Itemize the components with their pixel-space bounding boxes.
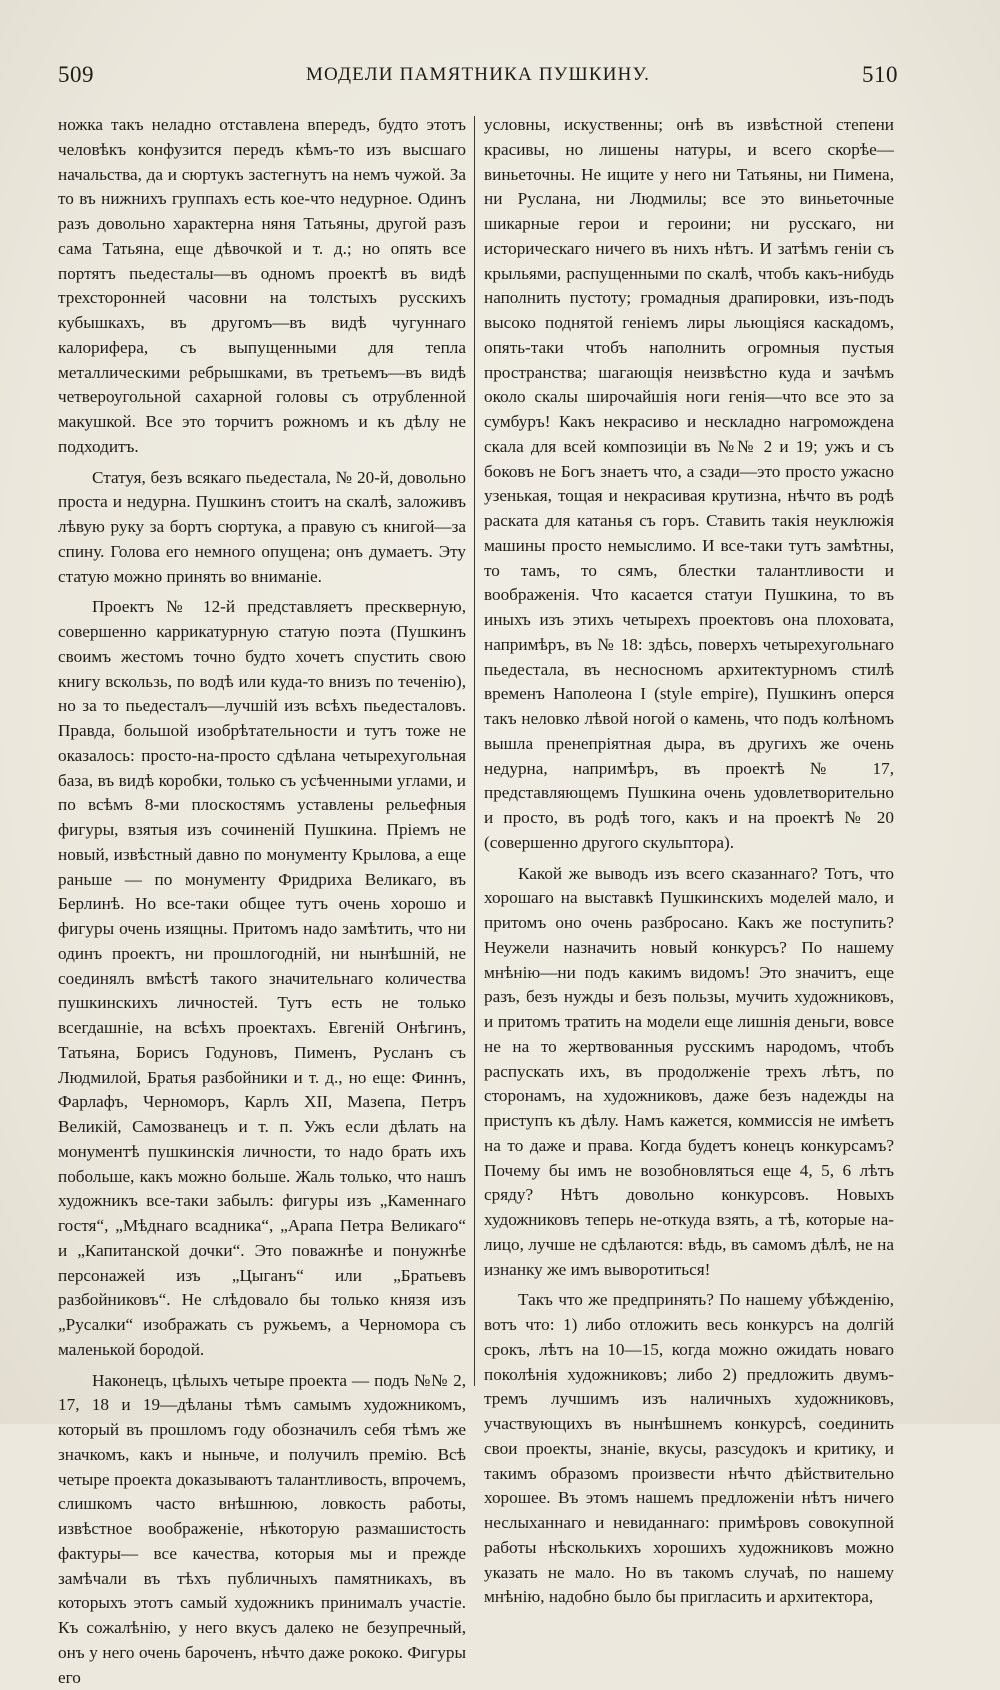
column-divider (474, 116, 475, 1386)
paragraph: Статуя, безъ всякаго пьедестала, № 20-й, довольно проста и недурна. Пушкинъ стоитъ на скалѣ, заложивъ лѣвую руку за бортъ сюртука, а правую съ книгой—за спину. Голова его немного опущена; онъ думаетъ. Эту статую можно принять во вниманіе. (58, 466, 466, 590)
paragraph: условны, искуственны; онѣ въ извѣстной степени красивы, но лишены натуры, и всего скорѣе—виньеточны. Не ищите у него ни Татьяны, ни Пимена, ни Руслана, ни Людмилы; все это виньеточные шикарные герои и героини; ни русскаго, ни историческаго ничего въ нихъ нѣтъ. И затѣмъ геніи съ крыльями, распущенными по скалѣ, чтобъ какъ-нибудь наполнить пустоту; громадныя драпировки, изъ-подъ высоко поднятой геніемъ лиры льющіяся каскадомъ, опять-таки чтобъ наполнить огромныя пустыя пространства; шагающія неизвѣстно куда и зачѣмъ около скалы широчайшія ноги генія—что все это за сумбуръ! Какъ некрасиво и нескладно нагромождена скала для всей композиціи въ №№ 2 и 19; ужъ и съ боковъ не Богъ знаетъ что, а сзади—это просто ужасно узенькая, тощая и некрасивая крутизна, нѣчто въ родѣ раската для катанья съ горъ. Ставить такія неуклюжія машины просто немыслимо. И все-таки тутъ замѣтны, то тамъ, то сямъ, блестки талантливости и воображенія. Что касается статуи Пушкина, то въ иныхъ изъ этихъ четырехъ проектовъ она плоховата, напримѣръ, въ № 18: здѣсь, поверхъ четырехугольнаго пьедестала, въ несносномъ архитектурномъ стилѣ временъ Наполеона I (style empire), Пушкинъ оперся такъ неловко лѣвой ногой о камень, что подъ колѣномъ вышла пренепріятная дыра, въ другихъ же очень недурна, напримѣръ, въ проектѣ № 17, представляющемъ Пушкина очень удовлетворительно и просто, въ родѣ того, какъ и на проектѣ № 20 (совершенно другого скульптора). (484, 113, 894, 856)
paragraph: Наконецъ, цѣлыхъ четыре проекта — подъ №№ 2, 17, 18 и 19—дѣланы тѣмъ самымъ художникомъ, который въ прошломъ году обозначилъ себя тѣмъ же значкомъ, какъ и ныньче, и получилъ премію. Всѣ четыре проекта доказываютъ талантливость, впрочемъ, слишкомъ часто внѣшнюю, ловкость работы, извѣстное воображеніе, нѣкоторую размашистость фактуры— все качества, которыя мы и прежде замѣчали въ тѣхъ публичныхъ памятникахъ, въ которыхъ этотъ самый художникъ принималъ участіе. Къ сожалѣнію, у него вкусъ далеко не безупречный, онъ у него очень бароченъ, нѣчто даже рококо. Фигуры его (58, 1369, 466, 1690)
page-number-right: 510 (862, 60, 898, 90)
paragraph: Такъ что же предпринять? По нашему убѣжденію, вотъ что: 1) либо отложить весь конкурсъ на долгій срокъ, лѣтъ на 10—15, когда можно ожидать новаго поколѣнія художниковъ; либо 2) предложить двумъ-тремъ лучшимъ изъ наличныхъ художниковъ, участвующихъ въ нынѣшнемъ конкурсѣ, соединить свои проекты, знаніе, вкусы, разсудокъ и критику, и такимъ образомъ произвести нѣчто дѣйствительно хорошее. Въ этомъ нашемъ предложеніи нѣтъ ничего неслыханнаго и невиданнаго: примѣровъ совокупной работы нѣсколькихъ хорошихъ художниковъ можно указать не мало. Но въ такомъ случаѣ, по нашему мнѣнію, надобно было бы пригласить и архитектора, (484, 1288, 894, 1610)
page-number-left: 509 (58, 60, 94, 90)
running-title: МОДЕЛИ ПАМЯТНИКА ПУШКИНУ. (58, 60, 898, 90)
page-header (58, 60, 898, 94)
paragraph: Проектъ № 12-й представляетъ прескверную, совершенно каррикатурную статую поэта (Пушкинъ своимъ жестомъ точно будто хочетъ спустить свою книгу вскользь, по водѣ или куда-то внизъ по теченію), но за то пьедесталъ—лучшій изъ всѣхъ пьедесталовъ. Правда, большой изобрѣтательности и тутъ тоже не оказалось: просто-на-просто сдѣлана четырехугольная база, въ видѣ коробки, только съ усѣченными углами, и по всѣмъ 8-ми плоскостямъ уставлены рельефныя фигуры, взятыя изъ сочиненій Пушкина. Пріемъ не новый, извѣстный давно по монументу Крылова, а еще раньше — по монументу Фридриха Великаго, въ Берлинѣ. Но все-таки общее тутъ очень хорошо и фигуры очень изящны. Притомъ надо замѣтить, что ни одинъ проектъ, ни прошлогодній, ни нынѣшній, не соединялъ вмѣстѣ такого значительнаго количества пушкинскихъ личностей. Тутъ есть не только всегдашніе, на всѣхъ проектахъ. Евгеній Онѣгинъ, Татьяна, Борисъ Годуновъ, Пименъ, Русланъ съ Людмилой, Братья разбойники и т. д., но еще: Финнъ, Фарлафъ, Черноморъ, Карлъ XII, Мазепа, Петръ Великій, Самозванецъ и т. п. Ужъ если дѣлать на монументѣ пушкинскія личности, то надо брать ихъ побольше, какъ можно больше. Жаль только, что нашъ художникъ все-таки забылъ: фигуры изъ „Каменнаго гостя“, „Мѣднаго всадника“, „Арапа Петра Великаго“ и „Капитанской дочки“. Это поважнѣе и понужнѣе персонажей изъ „Цыганъ“ или „Братьевъ разбойниковъ“. Не слѣдовало бы только князя изъ „Русалки“ изображать съ ружьемъ, а Черномора съ маленькой бородой. (58, 595, 466, 1362)
right-column (484, 113, 894, 1388)
left-column (58, 113, 466, 1388)
paragraph: Какой же выводъ изъ всего сказаннаго? Тотъ, что хорошаго на выставкѣ Пушкинскихъ моделей мало, и притомъ оно очень разбросано. Какъ же поступить? Неужели назначить новый конкурсъ? По нашему мнѣнію—ни подъ какимъ видомъ! Это значитъ, еще разъ, безъ нужды и безъ пользы, мучить художниковъ, и притомъ тратить на модели еще лишнія деньги, вовсе не на то жертвованныя русскимъ народомъ, чтобъ распускать ихъ, въ продолженіе трехъ лѣтъ, по сторонамъ, на художниковъ, даже безъ надежды на приступъ къ дѣлу. Намъ кажется, коммиссія не имѣетъ на то даже и права. Когда будетъ конецъ конкурсамъ? Почему бы имъ не возобновляться еще 4, 5, 6 лѣтъ сряду? Нѣтъ довольно конкурсовъ. Новыхъ художниковъ теперь не-откуда взять, а тѣ, которые на-лицо, лучше не сдѣлаются: вѣдь, въ самомъ дѣлѣ, не на изнанку же имъ выворотиться! (484, 862, 894, 1283)
paragraph: ножка такъ неладно отставлена впередъ, будто этотъ человѣкъ конфузится передъ кѣмъ-то изъ высшаго начальства, да и сюртукъ застегнутъ на немъ чужой. За то въ нижнихъ группахъ есть кое-что недурное. Одинъ разъ довольно характерна няня Татьяны, другой разъ сама Татьяна, еще дѣвочкой и т. д.; но опять все портятъ пьедесталы—въ одномъ проектѣ въ видѣ трехсторонней часовни на толстыхъ русскихъ кубышкахъ, въ другомъ—въ видѣ чугуннаго калорифера, съ выпущенными для тепла металлическими ребрышками, въ третьемъ—въ видѣ четвероугольной сахарной головы съ отрубленной макушкой. Все это торчитъ рожномъ и къ дѣлу не подходитъ. (58, 113, 466, 460)
